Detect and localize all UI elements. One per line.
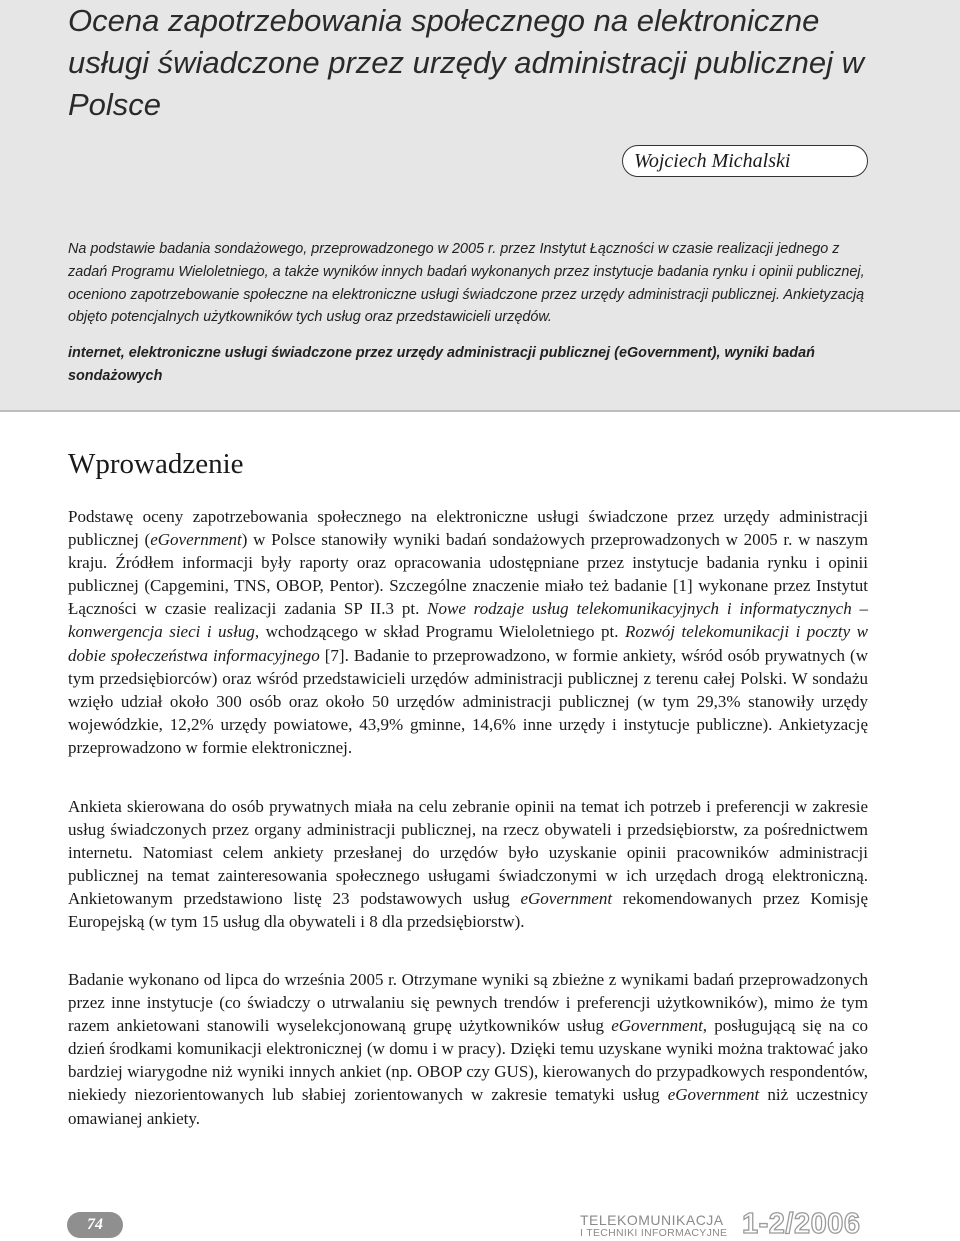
journal-name-line2: I TECHNIKI INFORMACYJNE [580, 1227, 728, 1239]
page-number: 74 [87, 1216, 103, 1233]
issue-number: 1-2/2006 [742, 1208, 861, 1240]
article-title: Ocena zapotrzebowania społecznego na elektroniczne usługi świadczone przez urzędy administracji publicznej w Polsce [68, 3, 865, 122]
text-run: , posługującą się na co dzień środkami komunikacji elektronicznej (w domu i w pracy). Dzięki temu uzyskane wyniki można traktować jako bardziej wiarygodne niż wyniki innych ankiet (np. OBOP czy GUS), kierowanych do przypadkowych respondentów, niekiedy niezorientowanych lub słabiej zorientowanych w zakresie tematyki usług [68, 1016, 868, 1105]
paragraph-1 [68, 505, 868, 759]
text-run: Podstawę oceny zapotrzebowania społecznego na elektroniczne usługi świadczone przez urzędy administracji publicznej ( [68, 507, 868, 550]
text-run: Badanie wykonano od lipca do września 2005 r. Otrzymane wyniki są zbieżne z wynikami badań przeprowadzonych przez inne instytucje (co świadczy o utrwalaniu się pewnych trendów i preferencji użytkowników), mimo że tym razem ankietowani stanowili wyselekcjonowaną grupę użytkowników usług [68, 970, 868, 1036]
text-run: Ankieta skierowana do osób prywatnych miała na celu zebranie opinii na temat ich potrzeb i preferencji w zakresie usług świadczonych przez organy administracji publicznej, na rzecz obywateli i przedsiębiorstw, za pośrednictwem internetu. Natomiast celem ankiety przesłanej do urzędów było uzyskanie opinii pracowników administracji publicznej na temat zainteresowania społecznego usługami świadczonymi w ich urzędach drogą elektroniczną. Ankietowanym przedstawiono listę 23 podstawowych usług [68, 797, 868, 909]
text-run: , wchodzącego w skład Programu Wieloletniego pt. [254, 622, 625, 642]
section-heading: Wprowadzenie [68, 448, 244, 480]
text-run: [7]. Badanie to przeprowadzono, w formie ankiety, wśród osób prywatnych (w tym przedsiębiorców) oraz wśród przedstawicieli urzędów administracji publicznej z terenu całej Polski. W sondażu wzięło udział około 300 osób oraz około 50 urzędów administracji publicznej (w tym 29,3% stanowiły urzędy wojewódzkie, 12,2% urzędy powiatowe, 43,9% gminne, 14,6% inne urzędy i instytucje publiczne). Ankietyzację przeprowadzono w formie elektronicznej. [68, 645, 868, 757]
abstract: Na podstawie badania sondażowego, przeprowadzonego w 2005 r. przez Instytut Łączności w czasie realizacji jednego z zadań Programu Wieloletniego, a także wyników innych badań wykonanych przez instytucje badania rynku i opinii publicznej, oceniono zapotrzebowanie społeczne na elektroniczne usługi świadczone przez urzędy administracji publicznej. Ankietyzacją objęto potencjalnych użytkowników tych usług oraz przedstawicieli urzędów. [68, 241, 865, 326]
author-name: Wojciech Michalski [634, 150, 791, 172]
italic-title: Rozwój telekomunikacji i poczty w dobie społeczeństwa informacyjnego [68, 622, 868, 665]
keywords: internet, elektroniczne usługi świadczone przez urzędy administracji publicznej (eGovernment), wyniki badań sondażowych [68, 345, 815, 384]
text-run: ) w Polsce stanowiły wyniki badań sondażowych przeprowadzonych w 2005 r. w naszym kraju. Źródłem informacji były raporty oraz opracowania udostępniane przez instytucje badania rynku i opinii publicznej (Capgemini, TNS, OBOP, Pentor). Szczególne znaczenie miało też badanie [1] wykonane przez Instytut Łączności w czasie realizacji zadania SP II.3 pt. [68, 530, 869, 619]
italic-term: eGovernment [150, 530, 242, 550]
italic-title: Nowe rodzaje usług telekomunikacyjnych i informatycznych – konwergencja sieci i usług [68, 599, 869, 642]
journal-name [580, 1214, 727, 1239]
text-run: rekomendowanych przez Komisję Europejską (w tym 15 usług dla obywateli i 8 dla przedsiębiorstw). [68, 889, 868, 932]
journal-name-line1: TELEKOMUNIKACJA [580, 1212, 724, 1228]
italic-term: eGovernment [611, 1016, 703, 1036]
paragraph-2 [68, 795, 868, 934]
text-run: niż uczestnicy omawianej ankiety. [68, 1085, 868, 1128]
paragraph-3 [68, 968, 868, 1130]
italic-term: eGovernment [520, 889, 613, 909]
italic-term: eGovernment [667, 1085, 760, 1105]
